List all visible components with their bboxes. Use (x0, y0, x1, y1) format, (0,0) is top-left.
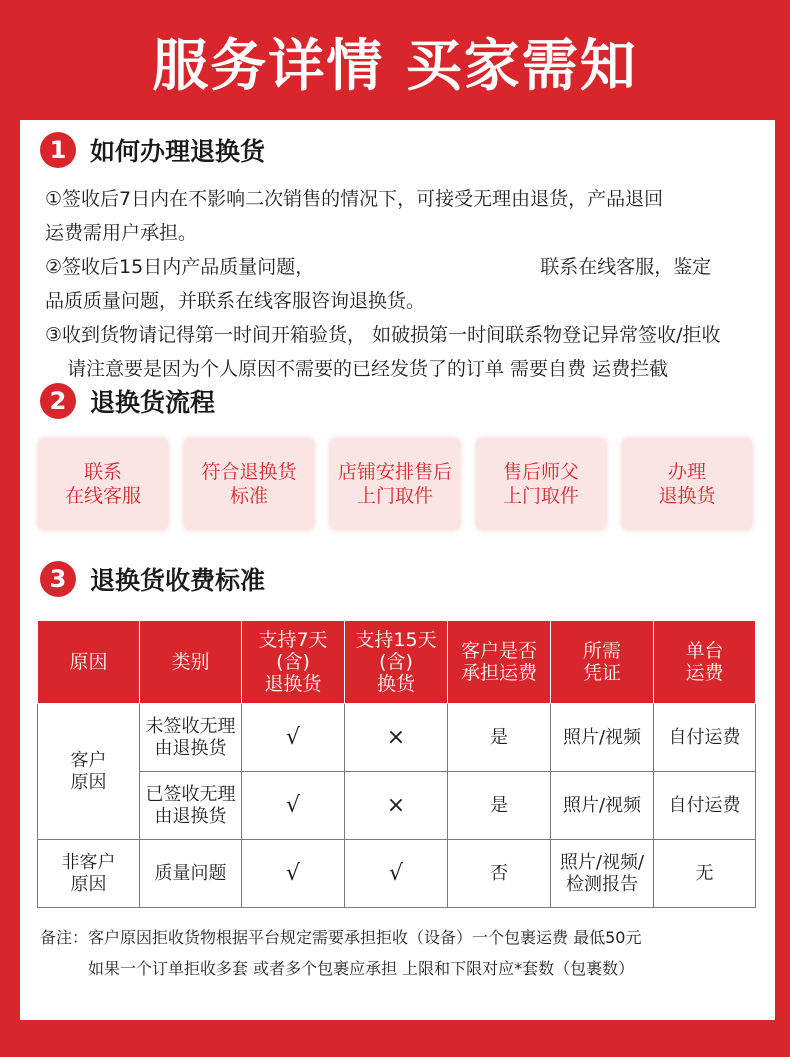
remark-line-1: 备注：客户原因拒收货物根据平台规定需要承担拒收（设备）一个包裹运费 最低50元 (40, 928, 642, 947)
remark-line-2: 如果一个订单拒收多套 或者多个包裹应承担 上限和下限对应*套数（包裹数） (88, 959, 635, 978)
section-3-header (40, 561, 265, 597)
header-proof (551, 621, 654, 704)
header-7-day-l3: 退换货 (264, 673, 322, 695)
header-proof-l1: 所需 (582, 640, 621, 662)
rule-2-line-1 (45, 250, 780, 284)
process-step-4 (476, 438, 606, 530)
rule-1-line-2: 运费需用户承担。 (45, 222, 198, 244)
section-1-title: 如何办理退换货 (90, 137, 266, 166)
return-process-flow (38, 438, 758, 530)
page-title: 服务详情 买家需知 (152, 34, 638, 99)
proof-l1: 照片/视频/ (559, 851, 645, 873)
remarks (40, 922, 755, 984)
proof-cell (551, 772, 654, 840)
step-5-line-1: 办理 (667, 461, 706, 483)
header-15-day-l1: 支持15天 (355, 629, 437, 651)
category-l1: 未签收无理 (145, 715, 236, 737)
category-l2: 由退换货 (154, 805, 227, 827)
category-l1: 已签收无理 (145, 783, 236, 805)
header-15-day-l2: (含) (379, 651, 413, 673)
section-3-number-badge: 3 (40, 561, 76, 597)
proof-cell (551, 840, 654, 908)
section-1-header (40, 132, 265, 168)
process-step-5 (622, 438, 752, 530)
reason-customer-l2: 原因 (70, 771, 107, 793)
table-row (38, 840, 756, 908)
rule-3-line-2: 请注意要是因为个人原因不需要的已经发货了的订单 需要自费 运费拦截 (67, 358, 669, 380)
support-15-day-cell: × (345, 772, 448, 840)
process-step-1 (38, 438, 168, 530)
step-1-line-1: 联系 (83, 461, 122, 483)
process-step-2 (184, 438, 314, 530)
header-customer-pays-l1: 客户是否 (460, 640, 537, 662)
customer-pays-cell: 是 (448, 772, 551, 840)
header-customer-pays (448, 621, 551, 704)
return-rules (45, 182, 780, 386)
section-3-title: 退换货收费标准 (90, 566, 266, 595)
category-cell (140, 704, 242, 772)
header-7-day-l1: 支持7天 (258, 629, 328, 651)
rule-3-line-1: ③收到货物请记得第一时间开箱验货， 如破损第一时间联系物登记异常签收/拒收 (45, 324, 721, 346)
header-7-day-l2: (含) (276, 651, 310, 673)
category-cell: 质量问题 (140, 840, 242, 908)
header-category: 类别 (140, 621, 242, 704)
proof-l1: 照片/视频 (562, 726, 642, 748)
fee-standard-table (37, 620, 756, 908)
step-4-line-2: 上门取件 (502, 485, 579, 507)
support-15-day-cell: √ (345, 840, 448, 908)
unit-fee-cell: 自付运费 (654, 772, 756, 840)
customer-pays-cell: 否 (448, 840, 551, 908)
header-proof-l2: 凭证 (582, 662, 621, 684)
header-customer-pays-l2: 承担运费 (460, 662, 537, 684)
rule-2-line-2: 品质质量问题，并联系在线客服咨询退换货。 (45, 290, 426, 312)
step-4-line-1: 售后师父 (502, 461, 579, 483)
info-card (20, 120, 775, 1020)
header-15-day (345, 621, 448, 704)
rule-2-line-1-end: 联系在线客服，鉴定 (540, 256, 712, 278)
section-2-number-badge: 2 (40, 383, 76, 419)
section-1-number-badge: 1 (40, 132, 76, 168)
rule-2-line-1-start: ②签收后15日内产品质量问题， (45, 256, 315, 278)
reason-customer-cell (38, 704, 140, 840)
process-step-3 (330, 438, 460, 530)
step-2-line-2: 标准 (229, 485, 268, 507)
category-cell (140, 772, 242, 840)
table-row (38, 772, 756, 840)
support-7-day-cell: √ (242, 772, 345, 840)
header-reason: 原因 (38, 621, 140, 704)
proof-l1: 照片/视频 (562, 794, 642, 816)
unit-fee-cell: 无 (654, 840, 756, 908)
section-2-title: 退换货流程 (90, 388, 216, 417)
section-2-header (40, 383, 215, 419)
proof-l2: 检测报告 (566, 873, 638, 895)
header-unit-fee-l2: 运费 (685, 662, 724, 684)
support-7-day-cell: √ (242, 840, 345, 908)
step-2-line-1: 符合退换货 (201, 461, 297, 483)
reason-non-customer-l1: 非客户 (61, 851, 116, 873)
step-1-line-2: 在线客服 (64, 485, 141, 507)
reason-non-customer-l2: 原因 (70, 873, 107, 895)
table-header-row (38, 621, 756, 704)
unit-fee-cell: 自付运费 (654, 704, 756, 772)
step-3-line-2: 上门取件 (356, 485, 433, 507)
rule-1-line-1: ①签收后7日内在不影响二次销售的情况下，可接受无理由退货，产品退回 (45, 188, 664, 210)
proof-cell (551, 704, 654, 772)
support-7-day-cell: √ (242, 704, 345, 772)
customer-pays-cell: 是 (448, 704, 551, 772)
header-unit-fee-l1: 单台 (685, 640, 724, 662)
header-7-day (242, 621, 345, 704)
category-l2: 由退换货 (154, 737, 227, 759)
table-row (38, 704, 756, 772)
support-15-day-cell: × (345, 704, 448, 772)
header-15-day-l3: 换货 (376, 673, 415, 695)
step-3-line-1: 店铺安排售后 (337, 461, 452, 483)
header-unit-fee (654, 621, 756, 704)
reason-non-customer-cell (38, 840, 140, 908)
reason-customer-l1: 客户 (70, 749, 107, 771)
step-5-line-2: 退换货 (658, 485, 716, 507)
